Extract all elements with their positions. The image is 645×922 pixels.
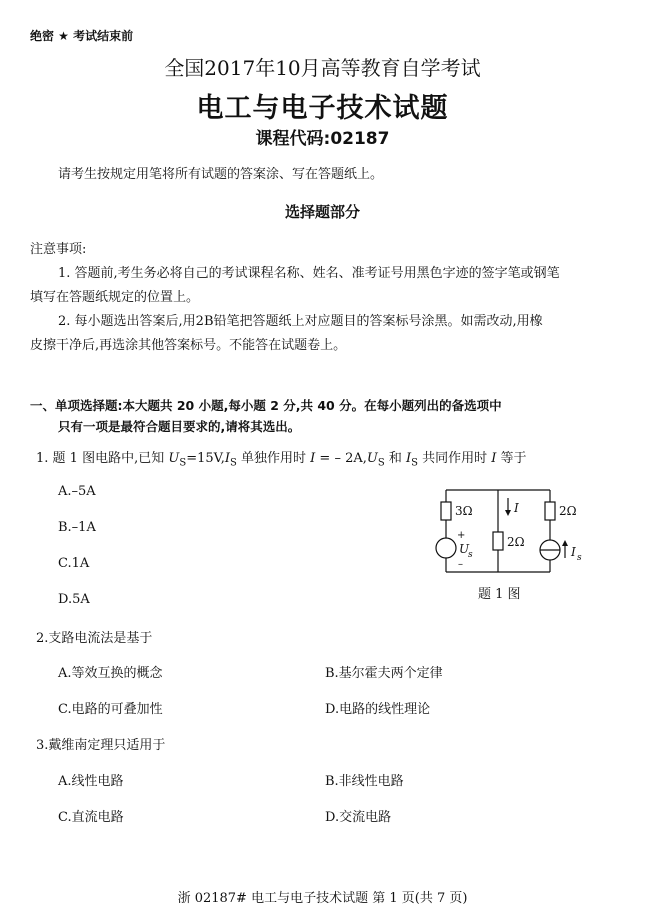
stem-text: = – 2A, bbox=[315, 451, 367, 466]
question-1-number: 1. bbox=[36, 451, 49, 466]
resistor-3ohm bbox=[441, 502, 451, 520]
label-2ohm-middle: 2Ω bbox=[507, 535, 525, 549]
sub-s: S bbox=[179, 457, 187, 469]
question-2-stem: 2.支路电流法是基于 bbox=[36, 631, 153, 646]
stem-text: 等于 bbox=[496, 451, 527, 466]
section-title: 选择题部分 bbox=[284, 203, 360, 221]
part-1-heading-line-1: 一、单项选择题:本大题共 20 小题,每小题 2 分,共 40 分。在每小题列出的备选项中 bbox=[30, 398, 502, 413]
q1-option-d[interactable]: D.5A bbox=[58, 592, 90, 607]
label-us-sub: s bbox=[468, 550, 473, 560]
circuit-diagram bbox=[430, 480, 590, 580]
exam-name: 全国2017年10月高等教育自学考试 bbox=[164, 56, 481, 80]
q3-option-c[interactable]: C.直流电路 bbox=[58, 810, 124, 825]
question-3-stem: 3.戴维南定理只适用于 bbox=[36, 738, 166, 753]
var-us: U bbox=[366, 451, 378, 466]
secret-mark: 绝密 ★ 考试结束前 bbox=[30, 29, 134, 43]
label-is: I bbox=[571, 545, 576, 559]
q2-option-a[interactable]: A.等效互换的概念 bbox=[58, 666, 163, 681]
label-minus: – bbox=[458, 559, 463, 570]
var-i: I bbox=[310, 451, 316, 466]
arrow-down-icon bbox=[505, 510, 511, 516]
var-us: U bbox=[168, 451, 180, 466]
arrow-up-icon bbox=[562, 540, 568, 546]
stem-text: 单独作用时 bbox=[236, 451, 311, 466]
q2-option-d[interactable]: D.电路的线性理论 bbox=[325, 702, 431, 717]
stem-text: 和 bbox=[384, 451, 406, 466]
label-plus: + bbox=[457, 530, 466, 541]
note-2-line-2: 皮擦干净后,再选涂其他答案标号。不能答在试题卷上。 bbox=[30, 338, 347, 353]
label-us: U bbox=[459, 542, 470, 556]
label-3ohm: 3Ω bbox=[455, 504, 473, 518]
q2-option-b[interactable]: B.基尔霍夫两个定律 bbox=[325, 666, 443, 681]
q1-option-b[interactable]: B.–1A bbox=[58, 520, 96, 535]
resistor-2ohm-middle bbox=[493, 532, 503, 550]
stem-text: =15V, bbox=[186, 451, 225, 466]
label-i: I bbox=[514, 501, 519, 515]
page-title: 电工与电子技术试题 bbox=[196, 93, 449, 124]
voltage-source-icon bbox=[436, 538, 456, 558]
note-2-line-1: 2. 每小题选出答案后,用2B铅笔把答题纸上对应题目的答案标号涂黑。如需改动,用橡 bbox=[58, 314, 543, 329]
question-1-stem bbox=[36, 447, 527, 469]
note-1-line-1: 1. 答题前,考生务必将自己的考试课程名称、姓名、准考证号用黑色字迹的签字笔或钢笔 bbox=[58, 266, 560, 281]
answer-instruction: 请考生按规定用笔将所有试题的答案涂、写在答题纸上。 bbox=[58, 167, 384, 182]
figure-1-caption: 题 1 图 bbox=[478, 587, 521, 602]
resistor-2ohm-right bbox=[545, 502, 555, 520]
var-is: I bbox=[224, 451, 231, 466]
stem-text: 题 1 图电路中,已知 bbox=[52, 451, 169, 466]
var-is: I bbox=[405, 451, 412, 466]
label-is-sub: s bbox=[577, 553, 582, 563]
part-1-heading-line-2: 只有一项是最符合题目要求的,请将其选出。 bbox=[58, 419, 301, 434]
stem-text: 共同作用时 bbox=[417, 451, 492, 466]
sub-s: S bbox=[411, 457, 418, 469]
q1-option-a[interactable]: A.–5A bbox=[58, 484, 96, 499]
course-code: 课程代码:02187 bbox=[255, 129, 390, 149]
q3-option-a[interactable]: A.线性电路 bbox=[58, 774, 124, 789]
var-i: I bbox=[491, 451, 497, 466]
q1-option-c[interactable]: C.1A bbox=[58, 556, 90, 571]
q3-option-b[interactable]: B.非线性电路 bbox=[325, 774, 404, 789]
notes-heading: 注意事项: bbox=[30, 242, 87, 257]
q2-option-c[interactable]: C.电路的可叠加性 bbox=[58, 702, 163, 717]
q3-option-d[interactable]: D.交流电路 bbox=[325, 810, 392, 825]
sub-s: S bbox=[230, 457, 237, 469]
label-2ohm-right: 2Ω bbox=[559, 504, 577, 518]
sub-s: S bbox=[377, 457, 385, 469]
note-1-line-2: 填写在答题纸规定的位置上。 bbox=[30, 290, 200, 305]
page-footer: 浙 02187# 电工与电子技术试题 第 1 页(共 7 页) bbox=[177, 891, 468, 906]
